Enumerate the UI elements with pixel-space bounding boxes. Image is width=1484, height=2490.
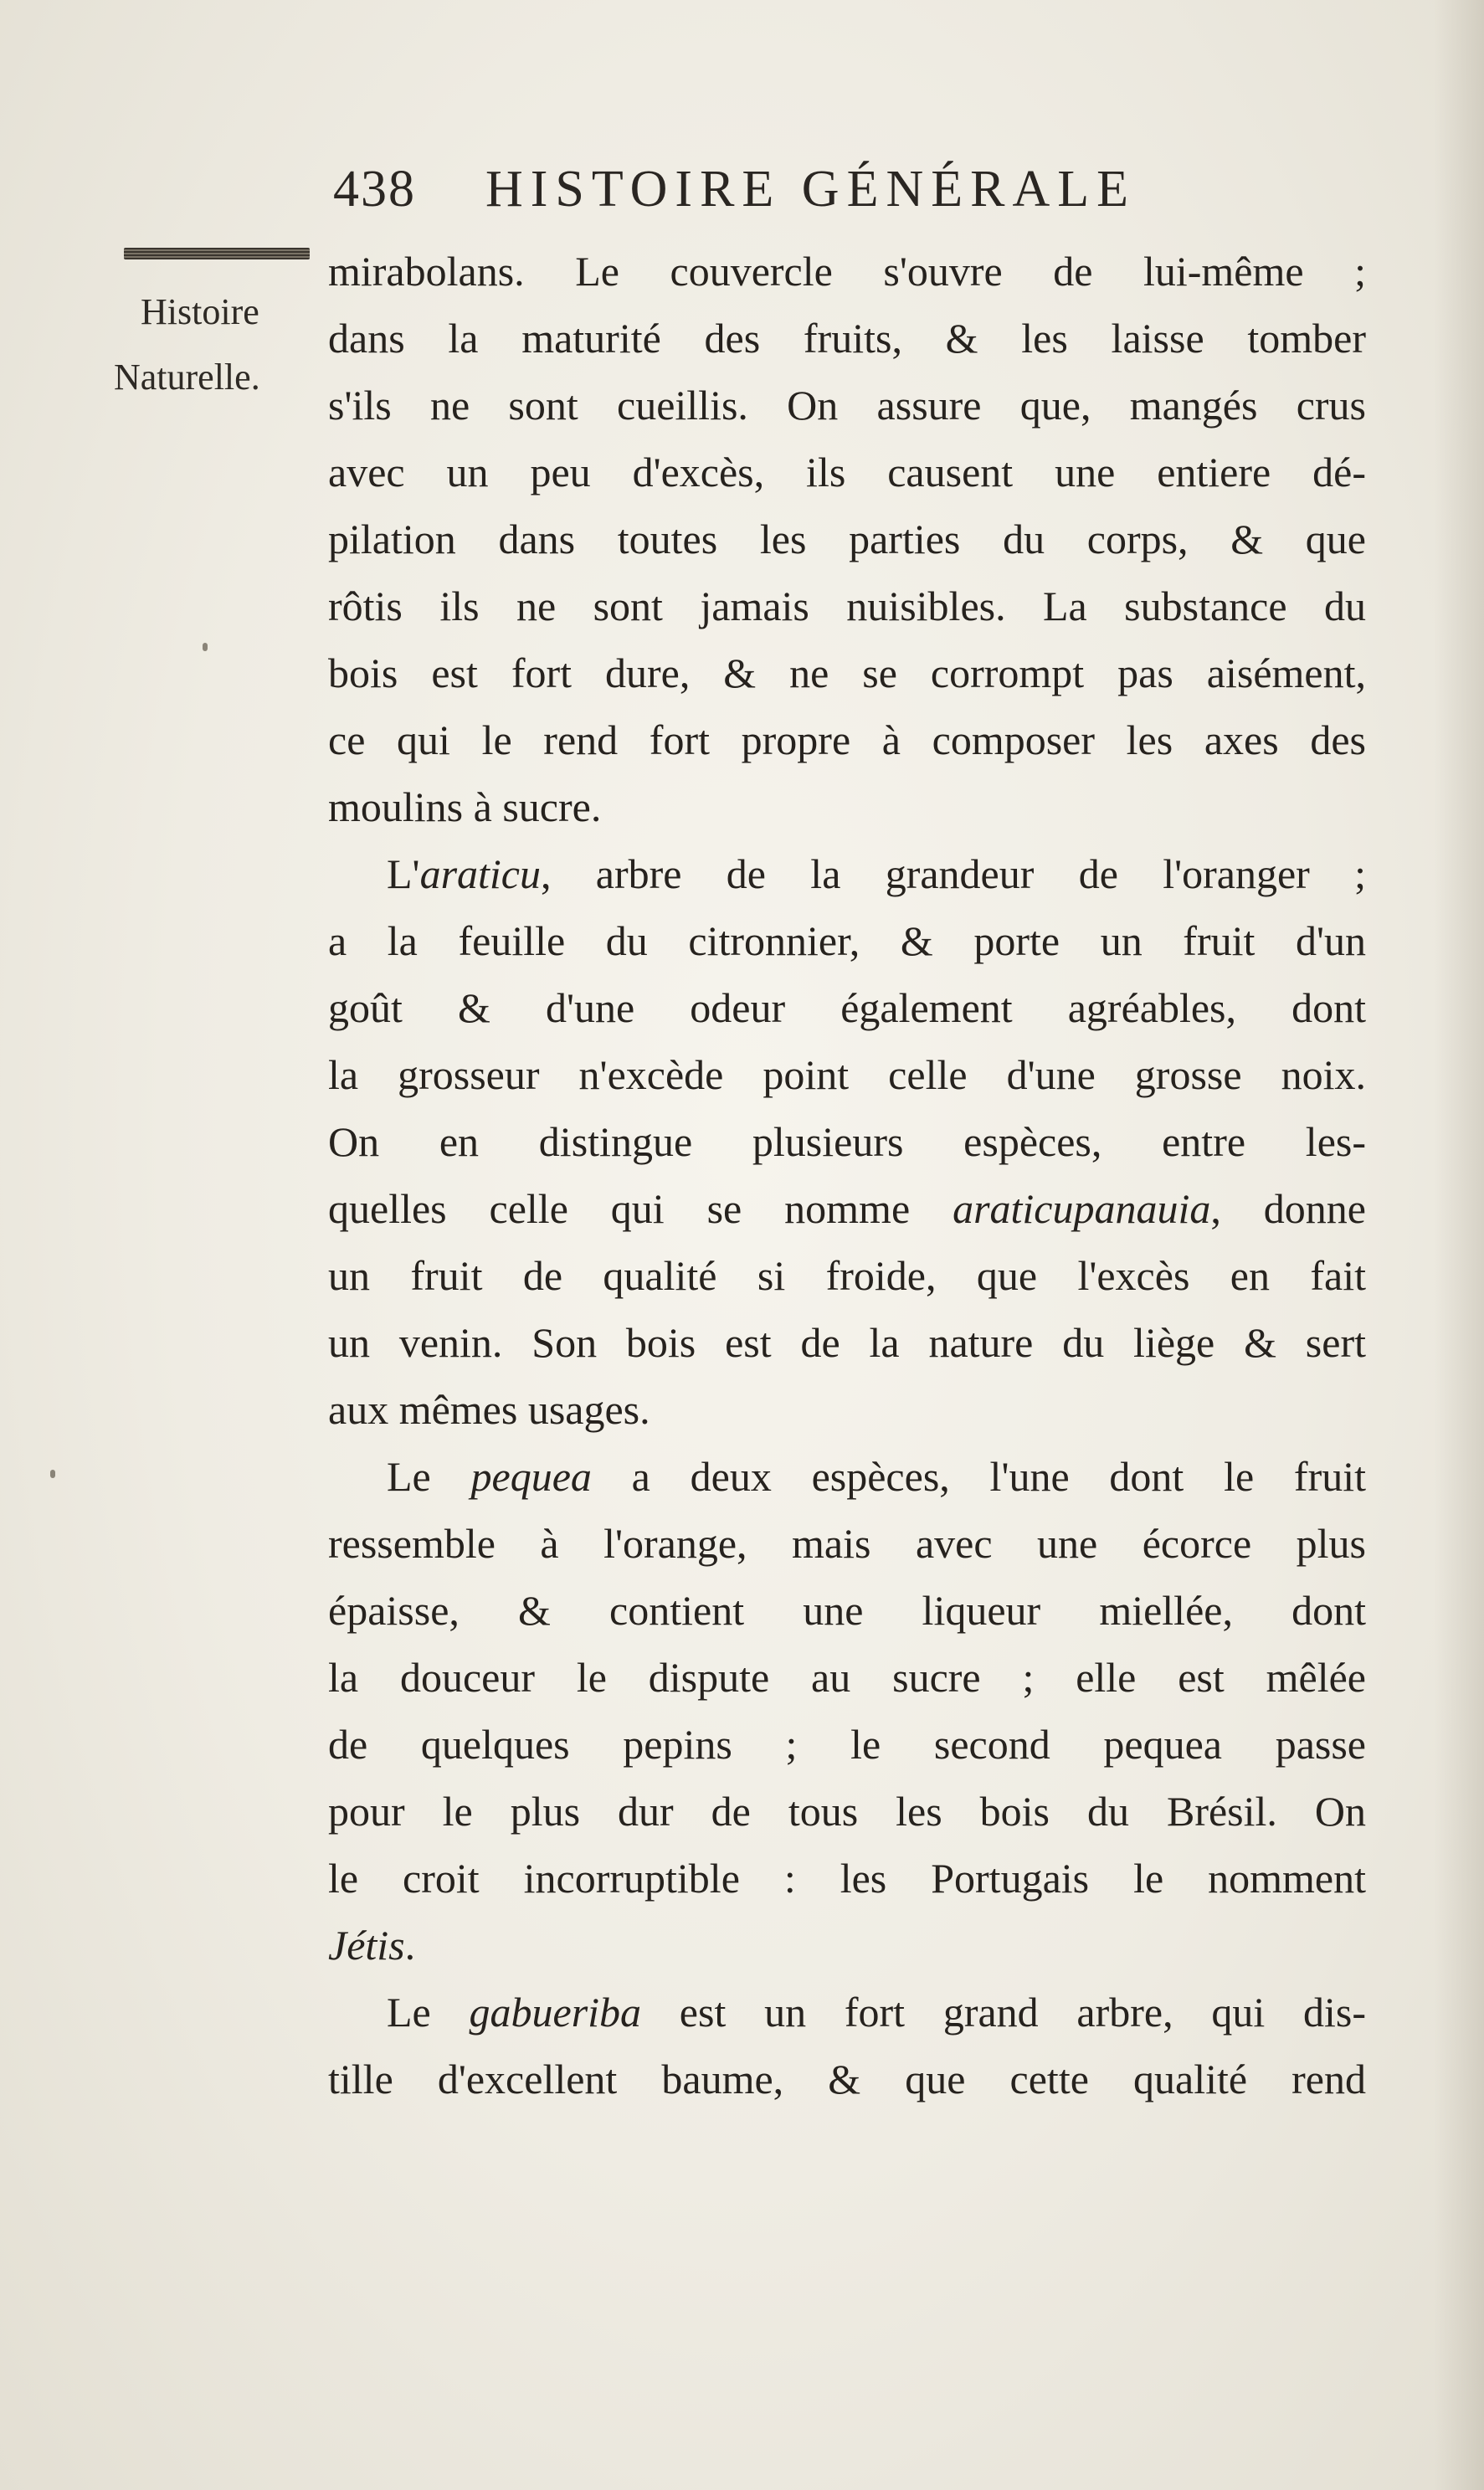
text-line: de quelques pepins ; le second pequea passe: [328, 1721, 1366, 1768]
text-segment: Le: [387, 1453, 471, 1500]
italic-term: Jétis: [328, 1922, 405, 1969]
text-line: épaisse, & contient une liqueur miellée, dont: [328, 1587, 1366, 1634]
italic-term: araticu: [419, 850, 541, 897]
text-line: ressemble à l'orange, mais avec une écorce plus: [328, 1520, 1366, 1567]
text-segment: a deux espèces, l'une dont le fruit: [591, 1453, 1367, 1500]
text-segment: Le: [387, 1989, 470, 2036]
text-line: [328, 1912, 1366, 1979]
text-line: [328, 840, 1366, 907]
text-line: s'ils ne sont cueillis. On assure que, mangés crus: [328, 382, 1366, 429]
paper-speck: [203, 643, 208, 651]
italic-term: araticupanauia: [953, 1185, 1211, 1232]
text-segment: , donne: [1210, 1185, 1366, 1232]
text-segment: .: [404, 1922, 416, 1969]
running-title: HISTOIRE GÉNÉRALE: [485, 161, 1136, 218]
text-line: tille d'excellent baume, & que cette qualité rend: [328, 2056, 1366, 2102]
text-line: la douceur le dispute au sucre ; elle est mêlée: [328, 1654, 1366, 1701]
text-segment: quelles celle qui se nomme: [328, 1185, 953, 1232]
text-line: aux mêmes usages.: [328, 1386, 650, 1433]
text-line: un fruit de qualité si froide, que l'excès en fait: [328, 1252, 1366, 1299]
text-line: On en distingue plusieurs espèces, entre les-: [328, 1118, 1366, 1165]
text-line: moulins à sucre.: [328, 783, 602, 830]
paper-speck: [50, 1470, 55, 1478]
text-line: a la feuille du citronnier, & porte un fruit d'un: [328, 917, 1366, 964]
page-edge-shadow: [1434, 0, 1484, 2490]
text-line: mirabolans. Le couvercle s'ouvre de lui-même ;: [328, 248, 1366, 295]
text-line: un venin. Son bois est de la nature du liège & sert: [328, 1319, 1366, 1366]
text-line: avec un peu d'excès, ils causent une entiere dé-: [328, 449, 1366, 495]
margin-ornament-rule: [124, 248, 310, 259]
text-line: rôtis ils ne sont jamais nuisibles. La substance du: [328, 583, 1366, 629]
text-line: [328, 1979, 1366, 2046]
running-header: [333, 156, 1379, 231]
text-line: dans la maturité des fruits, & les laisse tomber: [328, 315, 1366, 362]
text-segment: est un fort grand arbre, qui dis-: [641, 1989, 1367, 2036]
italic-term: gabueriba: [469, 1989, 642, 2036]
page-number: 438: [333, 161, 416, 218]
text-line: goût & d'une odeur également agréables, dont: [328, 984, 1366, 1031]
text-line: pilation dans toutes les parties du corps, & que: [328, 516, 1366, 562]
margin-note-line-2: Naturelle.: [114, 357, 260, 398]
text-line: [328, 1443, 1366, 1510]
text-segment: , arbre de la grandeur de l'oranger ;: [541, 850, 1366, 897]
text-line: pour le plus dur de tous les bois du Brésil. On: [328, 1788, 1366, 1835]
italic-term: pequea: [470, 1453, 592, 1500]
text-segment: L': [387, 850, 420, 897]
text-line: la grosseur n'excède point celle d'une grosse noix.: [328, 1051, 1366, 1098]
text-line: [328, 1175, 1366, 1242]
margin-note-line-1: Histoire: [141, 291, 259, 332]
text-line: ce qui le rend fort propre à composer les axes des: [328, 716, 1366, 763]
text-line: le croit incorruptible : les Portugais le nomment: [328, 1855, 1366, 1902]
text-line: bois est fort dure, & ne se corrompt pas aisément,: [328, 649, 1366, 696]
